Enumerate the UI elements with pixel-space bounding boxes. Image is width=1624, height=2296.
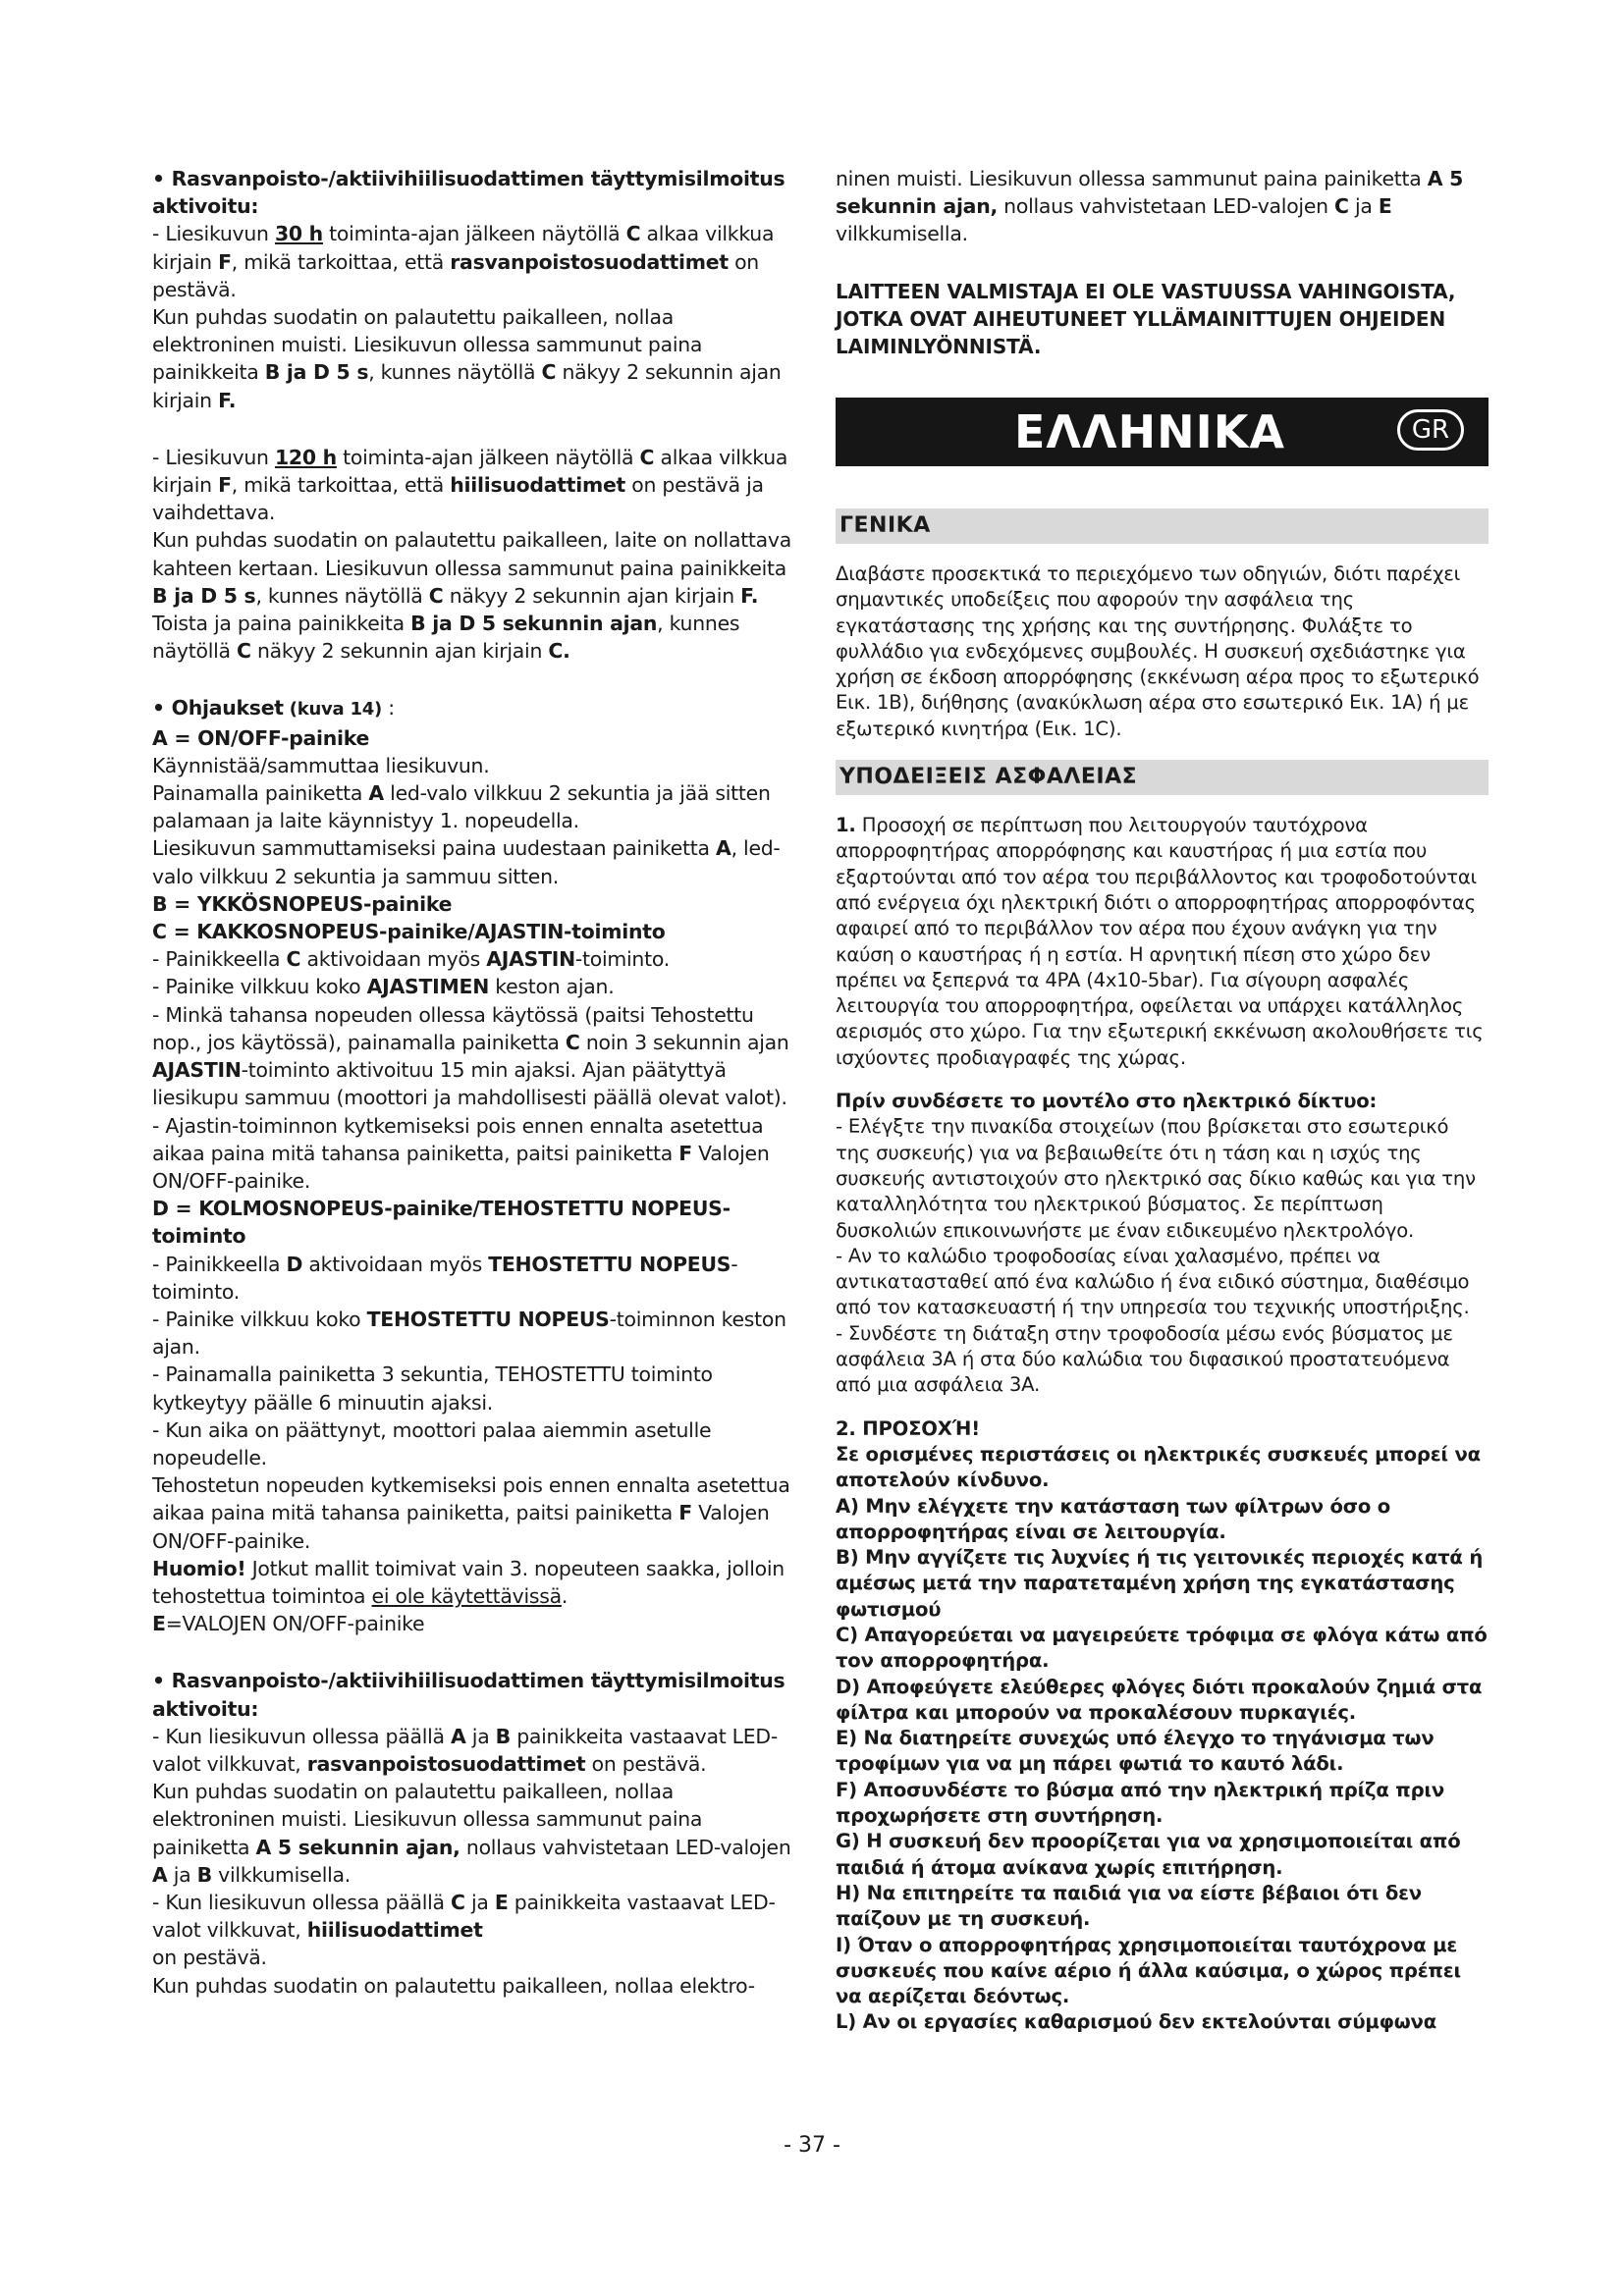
safety-heading: ΥΠΟΔΕΙΞΕΙΣ ΑΣΦΑΛΕΙΑΣ (836, 760, 1489, 795)
connection-text-1: - Ελέγξτε την πινακίδα στοιχείων (που βρίσκεται στο εσωτερικό της συσκευής) για να βεβαιωθείτε ότι η τάση και η ισχύς της συσκευής αντιστοιχούν στο ηλεκτρικό σας δίκιο καθώς και για την καταλληλότητα του ηλεκτρικού βύσματος. Σε περίπτωση δυσκολιών επικοινωνήστε με έναν ειδικευμένο ηλεκτρολόγο. (836, 1115, 1476, 1242)
safety-1-text: 1. Προσοχή σε περίπτωση που λειτουργούν ταυτόχρονα απορροφητήρας απορρόφησης και καυστήρας ή μια εστία που εξαρτούνται από τον αέρα του περιβάλλοντος και τροφοδοτούνται από ενέργεια όχι ηλεκτρική διότι ο απορροφητήρας απορροφόντας αφαιρεί από το περιβάλλον τον αέρα που έχουν ανάγκη για την καύση ο καυστήρας ή η εστία. Η αρνητική πίεση στο χώρο δεν πρέπει να ξεπερνά τα 4PA (4x10-5bar). Για σίγουρη ασφαλές λειτουργία του απορροφητήρα, οφείλεται να υπάρχει κατάλληλος αερισμός στο χώρο. Για την εξωτερική εκκένωση ακολουθήσετε τις ισχύοντες προδιαγραφές της χώρας. (836, 814, 1484, 1069)
button-d-text-2: - Painike vilkkuu koko TEHOSTETTU NOPEUS-toiminnon keston ajan. (152, 1307, 786, 1360)
button-c-text-2: - Painike vilkkuu koko AJASTIMEN keston ajan. (152, 975, 615, 999)
filter-alert-carbon-text: - Liesikuvun 120 h toiminta-ajan jälkeen näytöllä C alkaa vilkkua kirjain F, mikä tarkoittaa, että hiilisuodattimet on pestävä ja vaihdettava. (152, 445, 788, 525)
attention-item-f: F) Αποσυνδέστε το βύσμα από την ηλεκτρική πρίζα πριν προχωρήσετε στη συντήρηση. (836, 1778, 1445, 1828)
carbon-reset-text: Kun puhdas suodatin on palautettu paikalleen, laite on nollattava kahteen kertaan. Liesikuvun ollessa sammunut paina painikkeita B ja D 5 s, kunnes näytöllä C näkyy 2 sekunnin ajan kirjain F. (152, 528, 791, 608)
connection-heading: Πρίν συνδέσετε το μοντέλο στο ηλεκτρικό δίκτυο: (836, 1090, 1378, 1113)
attention-item-b: B) Μην αγγίζετε τις λυχνίες ή τις γειτονικές περιοχές κατά ή αμέσως μετά την παρατεταμένη χρήση της εγκατάστασης φωτισμού (836, 1546, 1484, 1621)
general-heading: ΓΕΝΙΚΑ (836, 508, 1489, 544)
button-d-text-4: - Kun aika on päättynyt, moottori palaa aiemmin asetulle nopeudelle. (152, 1417, 712, 1469)
banner-title: ΕΛΛΗΝΙΚΑ (1014, 405, 1285, 458)
button-b-title: B = YKKÖSNOPEUS-painike (152, 891, 453, 916)
button-c-text-1: - Painikkeella C aktivoidaan myös AJASTIN-toiminto. (152, 947, 670, 972)
carbon-reset-continuation: ninen muisti. Liesikuvun ollessa sammunut paina painiketta A 5 sekunnin ajan, nollaus vahvistetaan LED-valojen C ja E vilkkumisella. (836, 167, 1464, 246)
attention-item-a: A) Μην ελέγχετε την κατάσταση των φίλτρων όσο ο απορροφητήρας είναι σε λειτουργία. (836, 1494, 1390, 1543)
attention-item-d: D) Αποφεύγετε ελεύθερες φλόγες διότι προκαλούν ζημιά στα φίλτρα και μπορούν να προκαλέσουν πυρκαγιές. (836, 1675, 1483, 1724)
filter-alert-carbon-text-2: - Kun liesikuvun ollessa päällä C ja E painikkeita vastaavat LED-valot vilkkuvat, hiilisuodattimet (152, 1890, 776, 1943)
attention-item-c: C) Απαγορεύεται να μαγειρεύετε τρόφιμα σε φλόγα κάτω από τον απορροφητήρα. (836, 1623, 1488, 1673)
note-text: Huomio! Jotkut mallit toimivat vain 3. nopeuteen saakka, jolloin tehostettua toimintoa ei ole käytettävissä. (152, 1556, 785, 1608)
filter-alert-grease-text-2: - Kun liesikuvun ollessa päällä A ja B painikkeita vastaavat LED-valot vilkkuvat, rasvanpoistosuodattimet on pestävä. (152, 1724, 778, 1776)
attention-heading: 2. ΠΡΟΣΟΧΉ! (836, 1416, 980, 1440)
button-d-title: D = KOLMOSNOPEUS-painike/TEHOSTETTU NOPEUS-toiminto (152, 1197, 731, 1249)
attention-item-i: I) Όταν ο απορροφητήρας χρησιμοποιείται ταυτόχρονα με συσκευές που καίνε αέριο ή άλλα καύσιμα, ο χώρος πρέπει να αερίζεται δεόντως. (836, 1933, 1461, 2008)
disclaimer: LAITTEEN VALMISTAJA EI OLE VASTUUSSA VAHINGOISTA, JOTKA OVAT AIHEUTUNEET YLLÄMAINITTUJEN OHJEIDEN LAIMINLYÖNNISTÄ. (836, 279, 1456, 358)
carbon-reset-text-2: Kun puhdas suodatin on palautettu paikalleen, nollaa elektro- (152, 1973, 755, 1998)
right-column (836, 165, 1489, 360)
filter-alert-grease-text: - Liesikuvun 30 h toiminta-ajan jälkeen näytöllä C alkaa vilkkua kirjain F, mikä tarkoittaa, että rasvanpoistosuodattimet on pestävä. (152, 222, 775, 301)
filter-alert-carbon-tail: on pestävä. (152, 1946, 267, 1970)
gr-badge: GR (1397, 409, 1464, 451)
attention-intro: Σε ορισμένες περιστάσεις οι ηλεκτρικές συσκευές μπορεί να αποτελούν κίνδυνο. (836, 1442, 1481, 1492)
button-c-title: C = KAKKOSNOPEUS-painike/AJASTIN-toiminto (152, 920, 666, 944)
button-a-text: Käynnistää/sammuttaa liesikuvun. (152, 753, 490, 777)
filter-reset-text: Kun puhdas suodatin on palautettu paikalleen, nollaa elektroninen muisti. Liesikuvun ollessa sammunut paina painikkeita B ja D 5 s, kunnes näytöllä C näkyy 2 sekunnin ajan kirjain F. (152, 305, 782, 412)
button-a-title: A = ON/OFF-painike (152, 725, 370, 750)
attention-item-h: H) Να επιτηρείτε τα παιδιά για να είστε βέβαιοι ότι δεν παίζουν με τη συσκευή. (836, 1881, 1422, 1931)
button-c-text-4: - Ajastin-toiminnon kytkemiseksi pois ennen ennalta asetettua aikaa paina mitä tahansa painiketta, paitsi painiketta F Valojen ON/OFF-painike. (152, 1113, 770, 1193)
button-d-text-3: - Painamalla painiketta 3 sekuntia, TEHOSTETTU toiminto kytkeytyy päälle 6 minuutin ajaksi. (152, 1362, 713, 1415)
controls-heading: • Ohjaukset (kuva 14) : (152, 696, 395, 721)
connection-text-3: - Συνδέστε τη διάταξη στην τροφοδοσία μέσω ενός βύσματος με ασφάλεια 3A ή στα δύο καλώδια του διφασικού προστατευόμενα από μια ασφάλεια 3A. (836, 1321, 1453, 1397)
filter-alert-heading-2: • Rasvanpoisto-/aktiivihiilisuodattimen täyttymisilmoitus aktivoitu: (152, 1669, 785, 1721)
button-d-text-5: Tehostetun nopeuden kytkemiseksi pois ennen ennalta asetettua aikaa paina mitä tahansa painiketta, paitsi painiketta F Valojen ON/OFF-painike. (152, 1473, 790, 1553)
left-column (152, 165, 794, 2000)
button-a-off-text: Liesikuvun sammuttamiseksi paina uudestaan painiketta A, led-valo vilkkuu 2 sekuntia ja sammuu sitten. (152, 836, 781, 888)
button-e-title: E=VALOJEN ON/OFF-painike (152, 1612, 425, 1636)
attention-item-l: L) Αν οι εργασίες καθαρισμού δεν εκτελούνται σύμφωνα (836, 2010, 1436, 2034)
button-a-press-text: Painamalla painiketta A led-valo vilkkuu 2 sekuntia ja jää sitten palamaan ja laite käynnistyy 1. nopeudella. (152, 781, 771, 833)
button-d-text-1: - Painikkeella D aktivoidaan myös TEHOSTETTU NOPEUS-toiminto. (152, 1252, 738, 1304)
language-banner (836, 398, 1489, 466)
filter-reset-text-2: Kun puhdas suodatin on palautettu paikalleen, nollaa elektroninen muisti. Liesikuvun ollessa sammunut paina painiketta A 5 sekunnin ajan, nollaus vahvistetaan LED-valojen A ja B vilkkumisella. (152, 1780, 791, 1887)
general-text: Διαβάστε προσεκτικά το περιεχόμενο των οδηγιών, διότι παρέχει σημαντικές υποδείξεις που αφορούν την ασφάλεια της εγκατάστασης της χρήσης και της συντήρησης. Φυλάξτε το φυλλάδιο για ενδεχόμενες συμβουλές. Η συσκευή σχεδιάστηκε για χρήση σε έκδοση απορρόφησης (εκκένωση αέρα προς το εξωτερικό Εικ. 1B), διήθησης (ανακύκλωση αέρα στο εσωτερικό Εικ. 1A) ή με εξωτερικό κινητήρα (Εικ. 1C). (836, 562, 1480, 740)
button-c-text-3: - Minkä tahansa nopeuden ollessa käytössä (paitsi Tehostettu nop., jos käytössä), painamalla painiketta C noin 3 sekunnin ajan AJASTIN-toiminto aktivoituu 15 min ajaksi. Ajan päätyttyä liesikupu sammuu (moottori ja mahdollisesti päällä olevat valot). (152, 1002, 789, 1110)
filter-alert-heading: • Rasvanpoisto-/aktiivihiilisuodattimen täyttymisilmoitus aktivoitu: (152, 167, 785, 219)
carbon-reset-repeat-text: Toista ja paina painikkeita B ja D 5 sekunnin ajan, kunnes näytöllä C näkyy 2 sekunnin ajan kirjain C. (152, 612, 740, 664)
connection-text-2: - Αν το καλώδιο τροφοδοσίας είναι χαλασμένο, πρέπει να αντικατασταθεί από ένα καλώδιο ή ένα ειδικό σύστημα, διαθέσιμο από τον κατασκευαστή ή την υπηρεσία του τεχνικής υποστήριξης. (836, 1244, 1470, 1319)
attention-item-e: E) Να διατηρείτε συνεχώς υπό έλεγχο το τηγάνισμα των τροφίμων για να μη πάρει φωτιά το καυτό λάδι. (836, 1727, 1435, 1776)
greek-section (836, 508, 1489, 2036)
page-number: - 37 - (784, 2133, 840, 2158)
attention-item-g: G) Η συσκευή δεν προορίζεται για να χρησιμοποιείται από παιδιά ή άτομα ανίκανα χωρίς επιτήρηση. (836, 1830, 1461, 1879)
